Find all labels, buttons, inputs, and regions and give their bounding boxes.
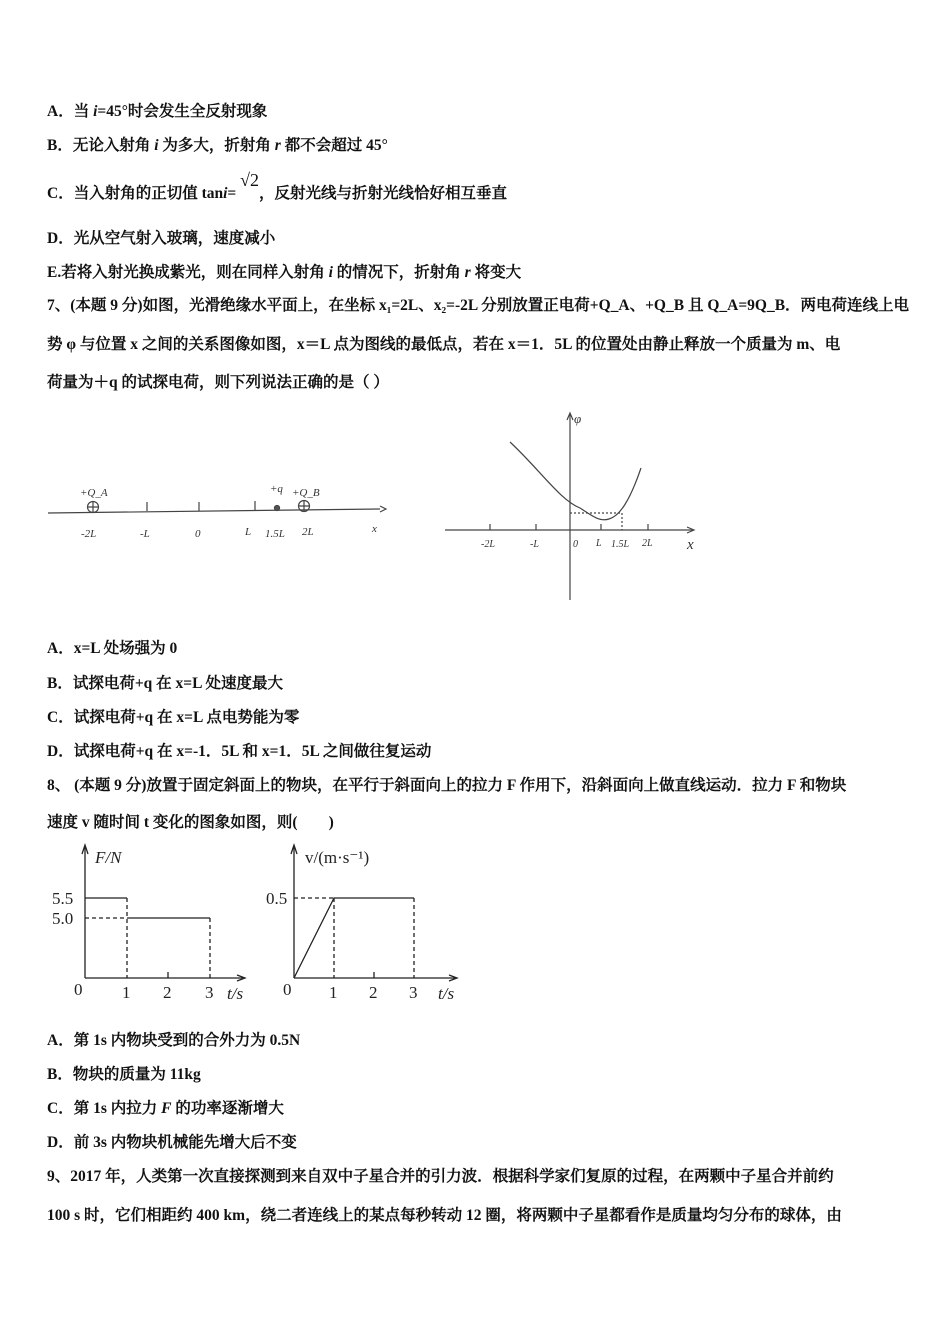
q8-option-b: B．物块的质量为 11kg [47,1066,201,1083]
text: B．无论入射角 [47,137,155,154]
q7-stem-line2: 势 φ 与位置 x 之间的关系图像如图，x＝L 点为图线的最低点，若在 x＝1．5L 的位置处由静止释放一个质量为 m、电 [47,336,841,353]
tick-label: -L [140,528,150,540]
tick-label: 2L [642,538,653,549]
q7-option-c: C．试探电荷+q 在 x=L 点电势能为零 [47,709,300,726]
test-charge [275,506,280,511]
var-f: F [161,1100,172,1117]
y-axis-label: v/(m·s⁻¹) [305,848,370,867]
q7-stem-line1: 7、(本题 9 分)如图，光滑绝缘水平面上，在坐标 x₁=2L、x₂=-2L 分别放置正电荷+Q_A、+Q_B 且 Q_A=9Q_B．两电荷连线上电 [47,297,910,314]
tick-label: 3 [205,983,214,1002]
var-i: i [93,103,98,120]
text: 的功率逐渐增大 [171,1100,284,1117]
potential-graph [445,413,694,600]
tick-label: 1 [329,983,338,1002]
text: 的情况下，折射角 [332,264,465,281]
x-axis-label: x [687,537,694,553]
x-axis-label: t/s [438,984,455,1003]
text: ，反射光线与折射光线恰好相互垂直 [259,185,508,202]
q7-option-d: D．试探电荷+q 在 x=-1．5L 和 x=1．5L 之间做往复运动 [47,743,432,760]
tick-label: -2L [81,528,97,540]
q8-option-d: D．前 3s 内物块机械能先增大后不变 [47,1134,297,1151]
potential-curve [510,442,641,520]
text: A．当 [47,103,94,120]
q9-stem-line2: 100 s 时，它们相距约 400 km，绕二者连线上的某点每秒转动 12 圈，将两颗中子星都看作是质量均匀分布的球体，由 [47,1207,842,1224]
tick-label: 3 [409,983,418,1002]
tick-label: 2 [369,983,378,1002]
velocity-line [294,898,414,978]
tick-label: 0 [573,539,578,550]
tick-label: 5.5 [52,889,74,908]
axis-label: x [372,523,377,535]
label-qb: +Q_B [292,487,320,499]
origin-label: 0 [74,980,83,999]
var-i: i [328,264,333,281]
var-r: r [274,137,281,154]
text: = [227,185,237,202]
q9-stem-line1: 9、2017 年，人类第一次直接探测到来自双中子星合并的引力波．根据科学家们复原的过程，在两颗中子星合并前约 [47,1168,834,1185]
label-q: +q [270,483,283,495]
tick-label: 2 [163,983,172,1002]
tick-label: L [245,526,252,538]
text: 都不会超过 45° [280,137,388,154]
q6-option-d: D．光从空气射入玻璃，速度减小 [47,230,276,247]
q8-stem-line2: 速度 v 随时间 t 变化的图象如图，则( ) [47,814,334,831]
tick-label: 1 [122,983,131,1002]
label-qa: +Q_A [80,487,108,499]
tick-label: 0.5 [266,889,288,908]
var-i: i [223,185,228,202]
tick-label: 0 [195,528,201,540]
tick-label: 5.0 [52,909,74,928]
text: C．第 1s 内拉力 [47,1100,162,1117]
text: C．当入射角的正切值 tan [47,185,224,202]
sqrt-2: √2 [240,170,260,190]
dashed-guides [294,898,414,978]
tick-label: 1.5L [611,539,630,550]
dashed-guide [570,513,622,530]
q7-stem-line3: 荷量为＋q 的试探电荷，则下列说法正确的是（ ） [47,374,389,391]
text: =45°时会发生全反射现象 [97,103,268,120]
tick-label: L [596,538,602,549]
q7-option-a: A．x=L 处场强为 0 [47,640,178,657]
var-i: i [154,137,159,154]
tick-label: -2L [481,539,495,550]
q7-option-b: B．试探电荷+q 在 x=L 处速度最大 [47,675,283,692]
tick-label: 1.5L [265,528,285,540]
q8-stem-line1: 8、 (本题 9 分)放置于固定斜面上的物块，在平行于斜面向上的拉力 F 作用下，沿斜面向上做直线运动．拉力 F 和物块 [47,777,847,794]
q8-option-a: A．第 1s 内物块受到的合外力为 0.5N [47,1032,301,1049]
number-line-figure [48,501,386,514]
y-axis-label: φ [574,411,582,426]
tick-label: 2L [302,526,314,538]
x-axis-label: t/s [227,984,244,1003]
axis-arrow [380,506,386,512]
var-r: r [464,264,471,281]
dashed-guides [85,898,210,978]
origin-label: 0 [283,980,292,999]
tick-label: -L [530,539,539,550]
text: E.若将入射光换成紫光，则在同样入射角 [47,264,329,281]
y-axis-label: F/N [95,848,122,867]
text: 将变大 [470,264,522,281]
text: 为多大，折射角 [158,137,275,154]
